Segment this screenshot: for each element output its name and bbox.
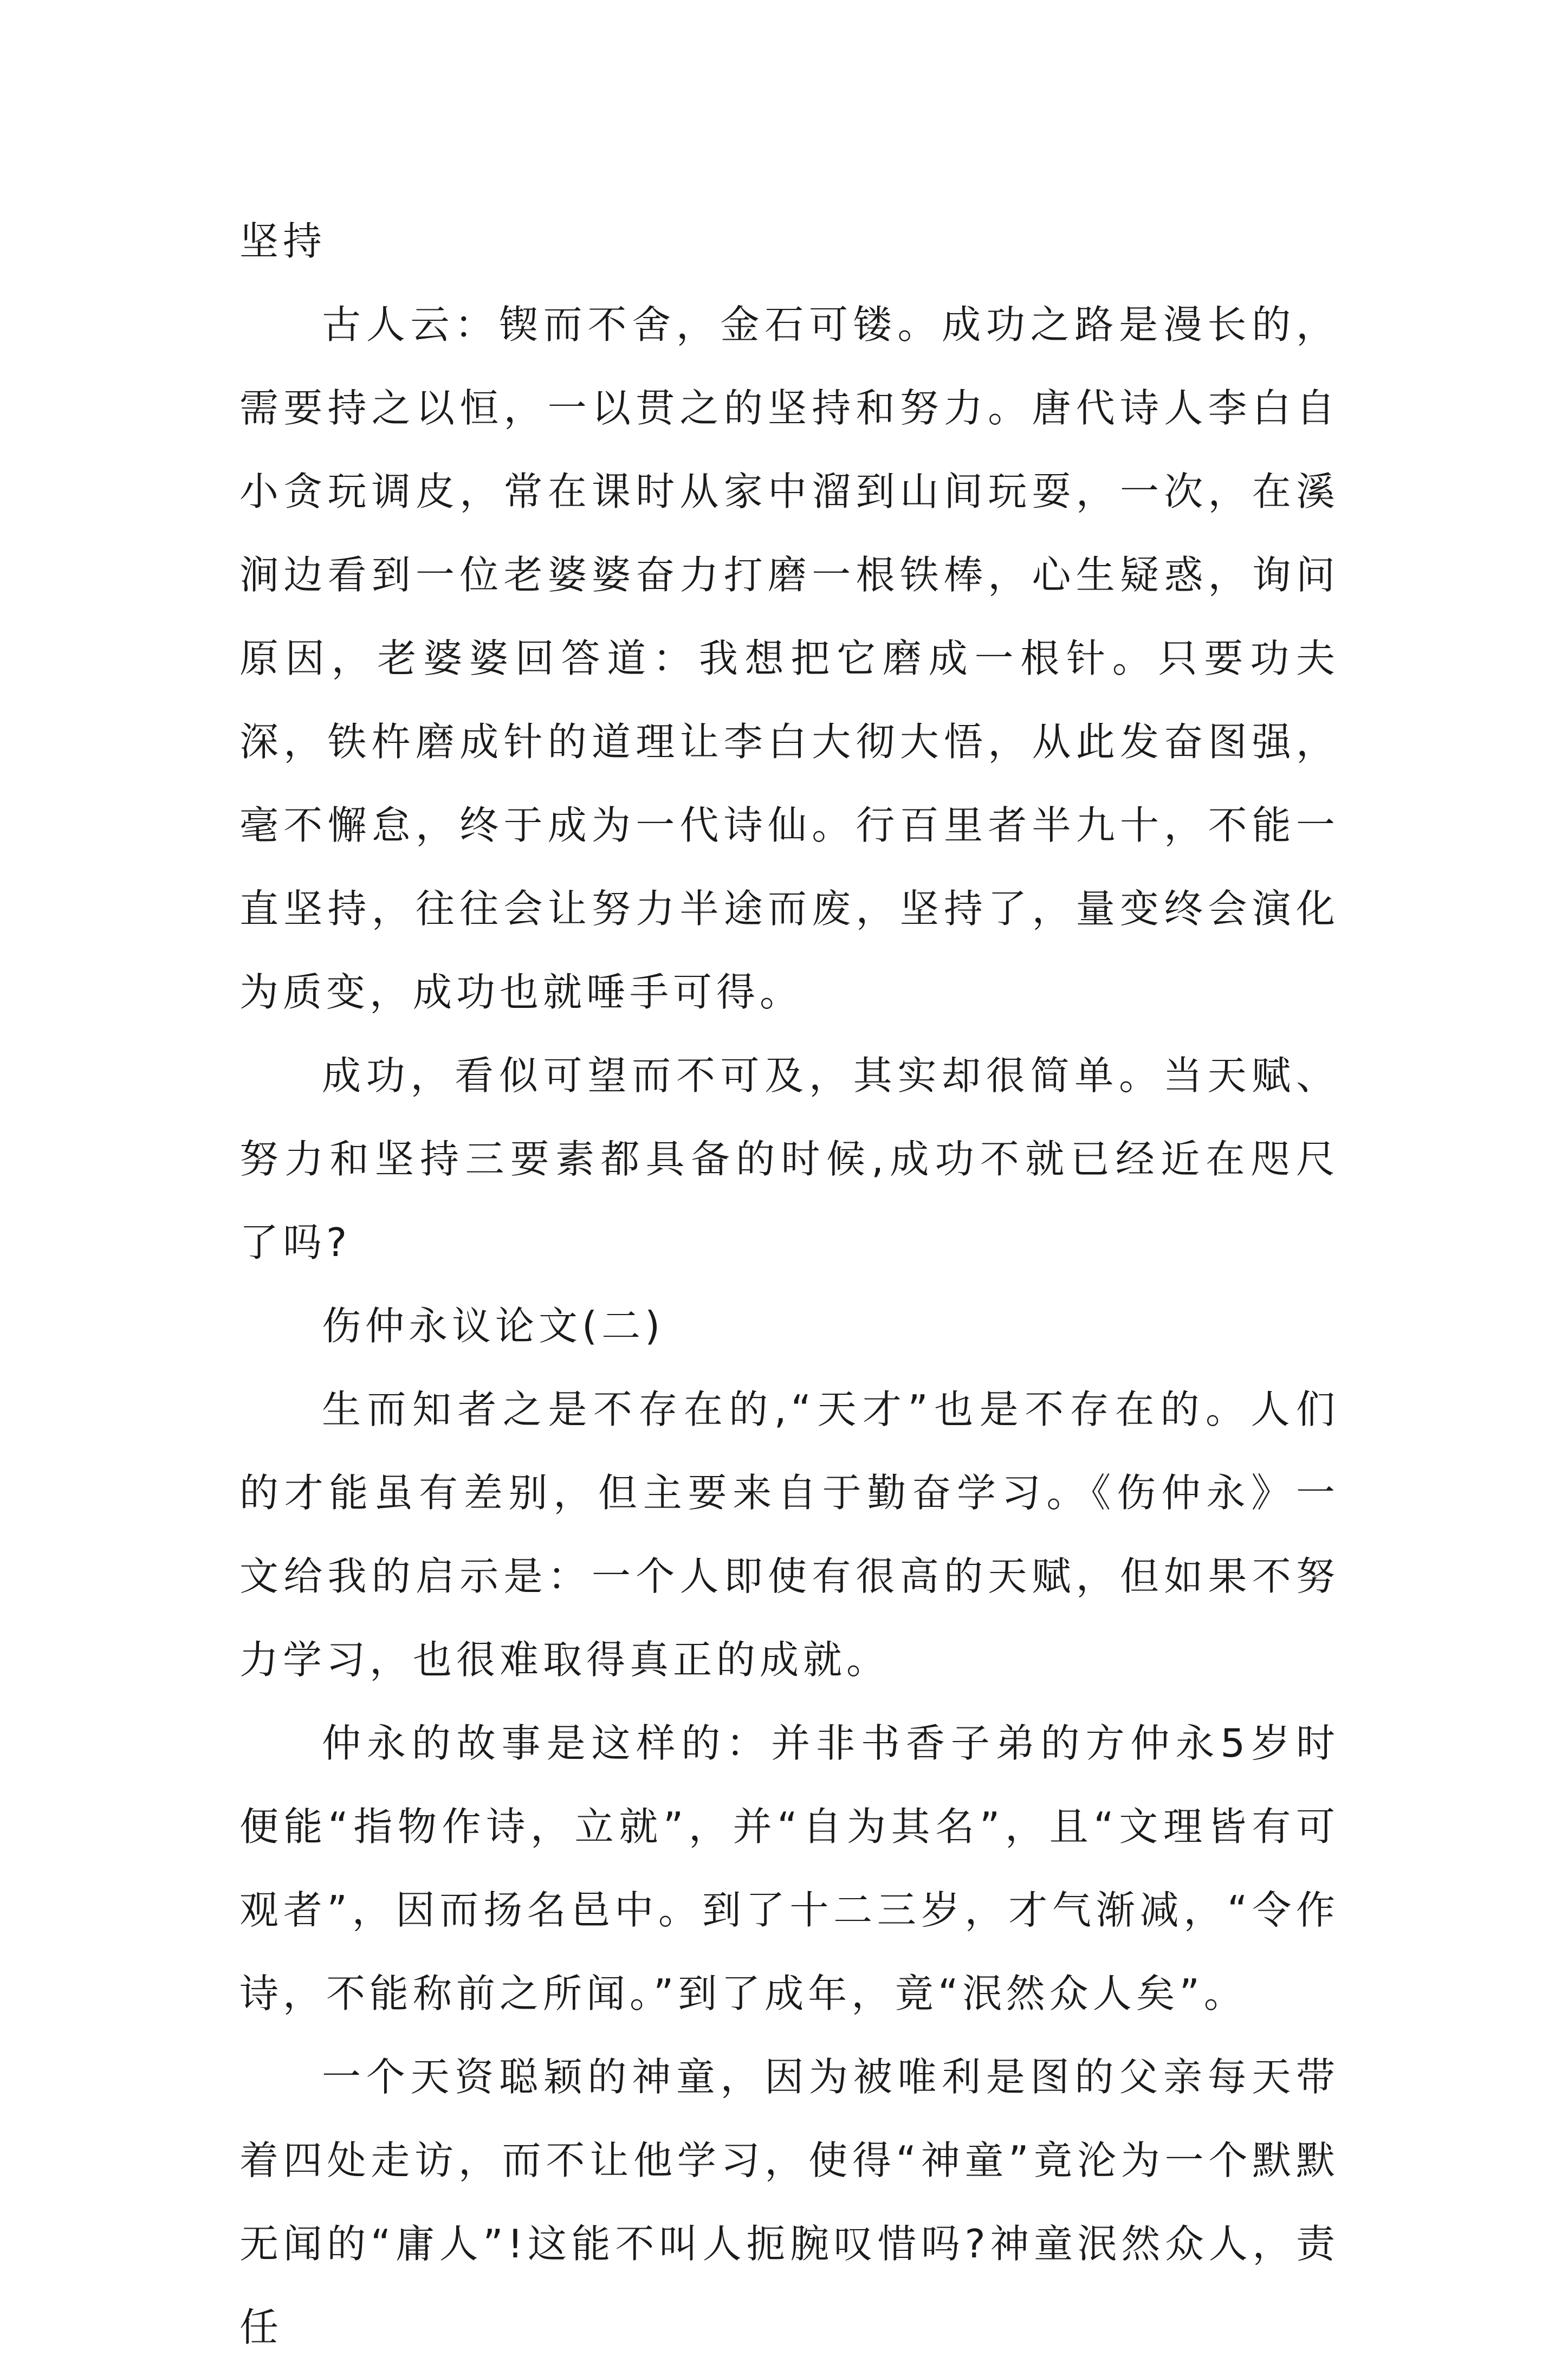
essay-title: 伤仲永议论文(二): [322, 1303, 665, 1349]
paragraph-genius-intro: 生而知者之是不存在的,“天才”也是不存在的。人们的才能虽有差别，但主要来自于勤奋学习。《伤仲永》一文给我的启示是：一个人即使有很高的天赋，但如果不努力学习，也很难取得真正的成就。: [239, 1387, 1339, 1682]
document-body: [239, 199, 1339, 2369]
paragraph-prodigy-fate: 一个天资聪颖的神童，因为被唯利是图的父亲每天带着四处走访，而不让他学习，使得“神童”竟沦为一个默默无闻的“庸人”!这能不叫人扼腕叹惜吗?神童泯然众人，责任: [239, 2054, 1339, 2350]
paragraph-zhongyong-story: 仲永的故事是这样的：并非书香子弟的方仲永5岁时便能“指物作诗，立就”，并“自为其名”，且“文理皆有可观者”，因而扬名邑中。到了十二三岁，才气渐减，“令作诗，不能称前之所闻。”到了成年，竟“泯然众人矣”。: [239, 1720, 1339, 2016]
section-heading-persistence: 坚持: [239, 218, 327, 264]
paragraph-persistence: 古人云：锲而不舍，金石可镂。成功之路是漫长的，需要持之以恒，一以贯之的坚持和努力。唐代诗人李白自小贪玩调皮，常在课时从家中溜到山间玩耍，一次，在溪涧边看到一位老婆婆奋力打磨一根铁棒，心生疑惑，询问原因，老婆婆回答道：我想把它磨成一根针。只要功夫深，铁杵磨成针的道理让李白大彻大悟，从此发奋图强，毫不懈怠，终于成为一代诗仙。行百里者半九十，不能一直坚持，往往会让努力半途而废，坚持了，量变终会演化为质变，成功也就唾手可得。: [239, 302, 1339, 1015]
paragraph-success-conclusion: 成功，看似可望而不可及，其实却很简单。当天赋、努力和坚持三要素都具备的时候,成功不就已经近在咫尺了吗?: [239, 1053, 1339, 1265]
